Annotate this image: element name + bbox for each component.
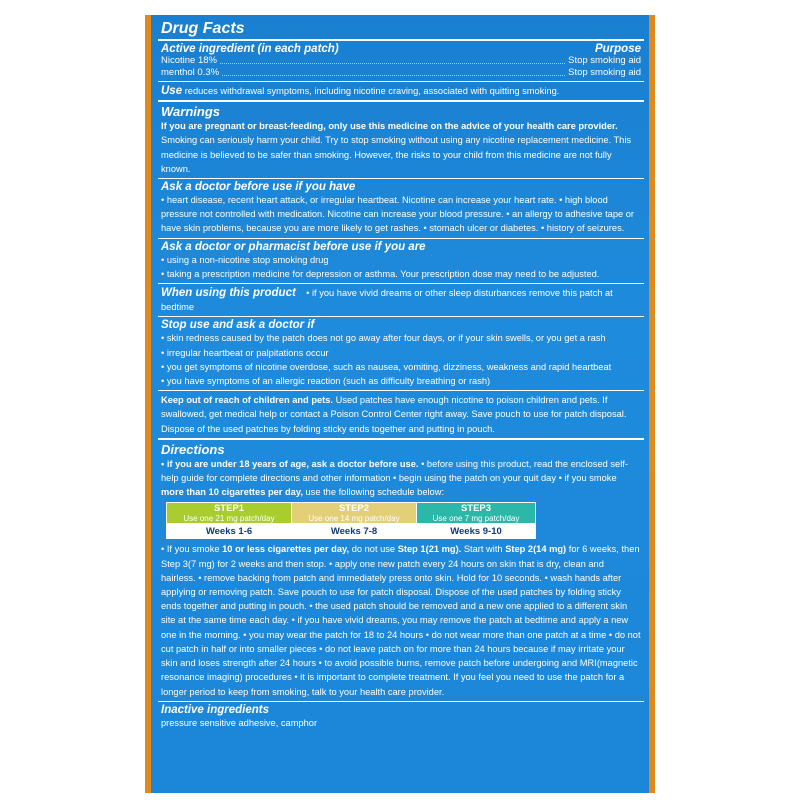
step-weeks: Weeks 7-8 — [292, 524, 417, 539]
use-text: reduces withdrawal symptoms, including nicotine craving, associated with quitting smoking. — [184, 86, 560, 96]
list-item: • skin redness caused by the patch does not go away after four days, or if your skin swells, or you get a rash — [161, 333, 606, 344]
when-using-text: • if you have vivid dreams or other sleep disturbances remove this patch at bedtime — [161, 288, 613, 313]
step-name: STEP3 — [460, 503, 492, 515]
ask-pharmacist-section — [158, 239, 644, 283]
purpose-heading: Purpose — [594, 43, 641, 55]
ask-doctor-heading: Ask a doctor before use if you have — [161, 181, 356, 194]
directions-text: for 6 weeks, then Step 3(7 mg) for 2 weeks and then stop. • apply one new patch every 24 hours on skin that is dry, clean and hairless. • remove backing from patch and immediately press onto skin. Hold for 10 seconds. • wash hands after applying or removing patch. Save pouch to use for patch disposal. Dispose of the used patches by folding sticky ends together and putting in pouch. • the used patch should be removed and a new one applied to a different skin site at the same time each day. • if you have vivid dreams, you may remove the patch at bedtime and apply a new one in the morning. • you may wear the patch for 18 to 24 hours • do not wear more than one patch at a time • do not cut patch in half or into smaller pieces • do not leave patch on for more than 24 hours because if may irritate your skin and loses strength after 24 hours • to avoid possible burns, remove patch before undergoing and MRI(magnetic resonance imaging) procedures • it is important to complete treatment. If you feel you need to use the patch for a longer period to keep from smoking, talk to your health care provider. — [161, 544, 641, 697]
step-name: STEP2 — [338, 503, 370, 515]
step1-cell — [167, 503, 292, 524]
step-dose: Use one 14 mg patch/day — [308, 514, 400, 524]
drug-facts-box — [158, 17, 644, 732]
directions-text: use the following schedule below: — [305, 487, 445, 498]
directions-text: • If you smoke — [161, 544, 220, 555]
ingredient-row — [161, 67, 641, 79]
directions-heading: Directions — [161, 441, 225, 457]
directions-bold-text: • if you are under 18 years of age, ask a doctor before use. — [161, 458, 419, 469]
warnings-section — [158, 102, 644, 178]
step-weeks: Weeks 1-6 — [167, 524, 292, 539]
keep-out-text: Used patches have enough nicotine to poison children and pets. If swallowed, get medical help or contact a Poison Control Center right away. Save pouch to use for patch disposal. Dispose of the used patches by folding sticky ends together and putting in pouch. — [161, 395, 627, 434]
warnings-bold-text: If you are pregnant or breast-feeding, only use this medicine on the advice of your health care provider. — [161, 121, 618, 132]
stop-use-heading: Stop use and ask a doctor if — [161, 319, 315, 332]
step-dose: Use one 21 mg patch/day — [183, 514, 275, 524]
directions-bold-text: Step 1(21 mg). — [397, 544, 462, 555]
directions-intro — [161, 457, 641, 500]
keep-out-section — [158, 391, 644, 438]
keep-out-bold-text: Keep out of reach of children and pets. — [161, 395, 334, 406]
directions-bold-text: more than 10 cigarettes per day, — [161, 487, 303, 498]
when-using-heading: When using this product — [161, 287, 296, 300]
ingredient-name: Nicotine 18% — [161, 55, 217, 66]
ingredient-name: menthol 0.3% — [161, 67, 220, 78]
list-item: • irregular heartbeat or palpitations occur — [161, 347, 329, 358]
stop-use-section — [158, 317, 644, 390]
active-ingredient-heading: Active ingredient (in each patch) — [161, 43, 339, 55]
use-heading: Use — [161, 85, 183, 97]
step-schedule-table — [166, 502, 536, 539]
ingredient-purpose: Stop smoking aid — [568, 67, 641, 78]
directions-text: Start with — [463, 544, 503, 555]
ask-doctor-section — [158, 179, 644, 238]
ask-doctor-text: • heart disease, recent heart attack, or irregular heartbeat. Nicotine can increase your heart rate. • high blood pressure not controlled with medication. Nicotine can increase your blood pressure. • an allergy to adhesive tape or have skin problems, because you are more likely to get rashes. • stomach ulcer or diabetes. • history of seizures. — [161, 195, 635, 234]
directions-text: do not use — [351, 544, 396, 555]
list-item: • you get symptoms of nicotine overdose, such as nausea, vomiting, dizziness, weakness and rapid heartbeat — [161, 361, 612, 372]
inactive-heading: Inactive ingredients — [161, 703, 270, 716]
ingredient-purpose: Stop smoking aid — [568, 55, 641, 66]
warnings-text: Smoking can seriously harm your child. Try to stop smoking without using any nicotine replacement medicine. This medicine is believed to be safer than smoking. However, the risks to your child from this medicine are not fully known. — [161, 135, 632, 174]
active-ingredients-section — [158, 41, 644, 81]
directions-bold-text: Step 2(14 mg) — [505, 544, 567, 555]
step-dose: Use one 7 mg patch/day — [432, 514, 520, 524]
directions-section — [158, 440, 644, 701]
list-item: • using a non-nicotine stop smoking drug — [161, 254, 329, 265]
ask-pharmacist-heading: Ask a doctor or pharmacist before use if you are — [161, 240, 426, 253]
step2-cell — [292, 503, 417, 524]
ingredient-row — [161, 55, 641, 67]
drug-facts-title: Drug Facts — [161, 20, 245, 37]
step-name: STEP1 — [213, 503, 245, 515]
use-section — [158, 82, 644, 100]
when-using-section — [158, 284, 644, 316]
inactive-text: pressure sensitive adhesive, camphor — [161, 717, 318, 728]
list-item: • taking a prescription medicine for depression or asthma. Your prescription dose may need to be adjusted. — [161, 268, 600, 279]
list-item: • you have symptoms of an allergic reaction (such as difficulty breathing or rash) — [161, 376, 491, 387]
warnings-heading: Warnings — [161, 104, 220, 120]
step-weeks: Weeks 9-10 — [417, 524, 536, 539]
directions-details — [161, 542, 641, 698]
step3-cell — [417, 503, 536, 524]
inactive-section — [158, 702, 644, 732]
directions-text: • before using this product, read the enclosed self-help guide for complete directions and other information • begin using the patch on your quit day • if you smoke — [161, 458, 628, 484]
directions-bold-text: 10 or less cigarettes per day, — [222, 544, 350, 555]
